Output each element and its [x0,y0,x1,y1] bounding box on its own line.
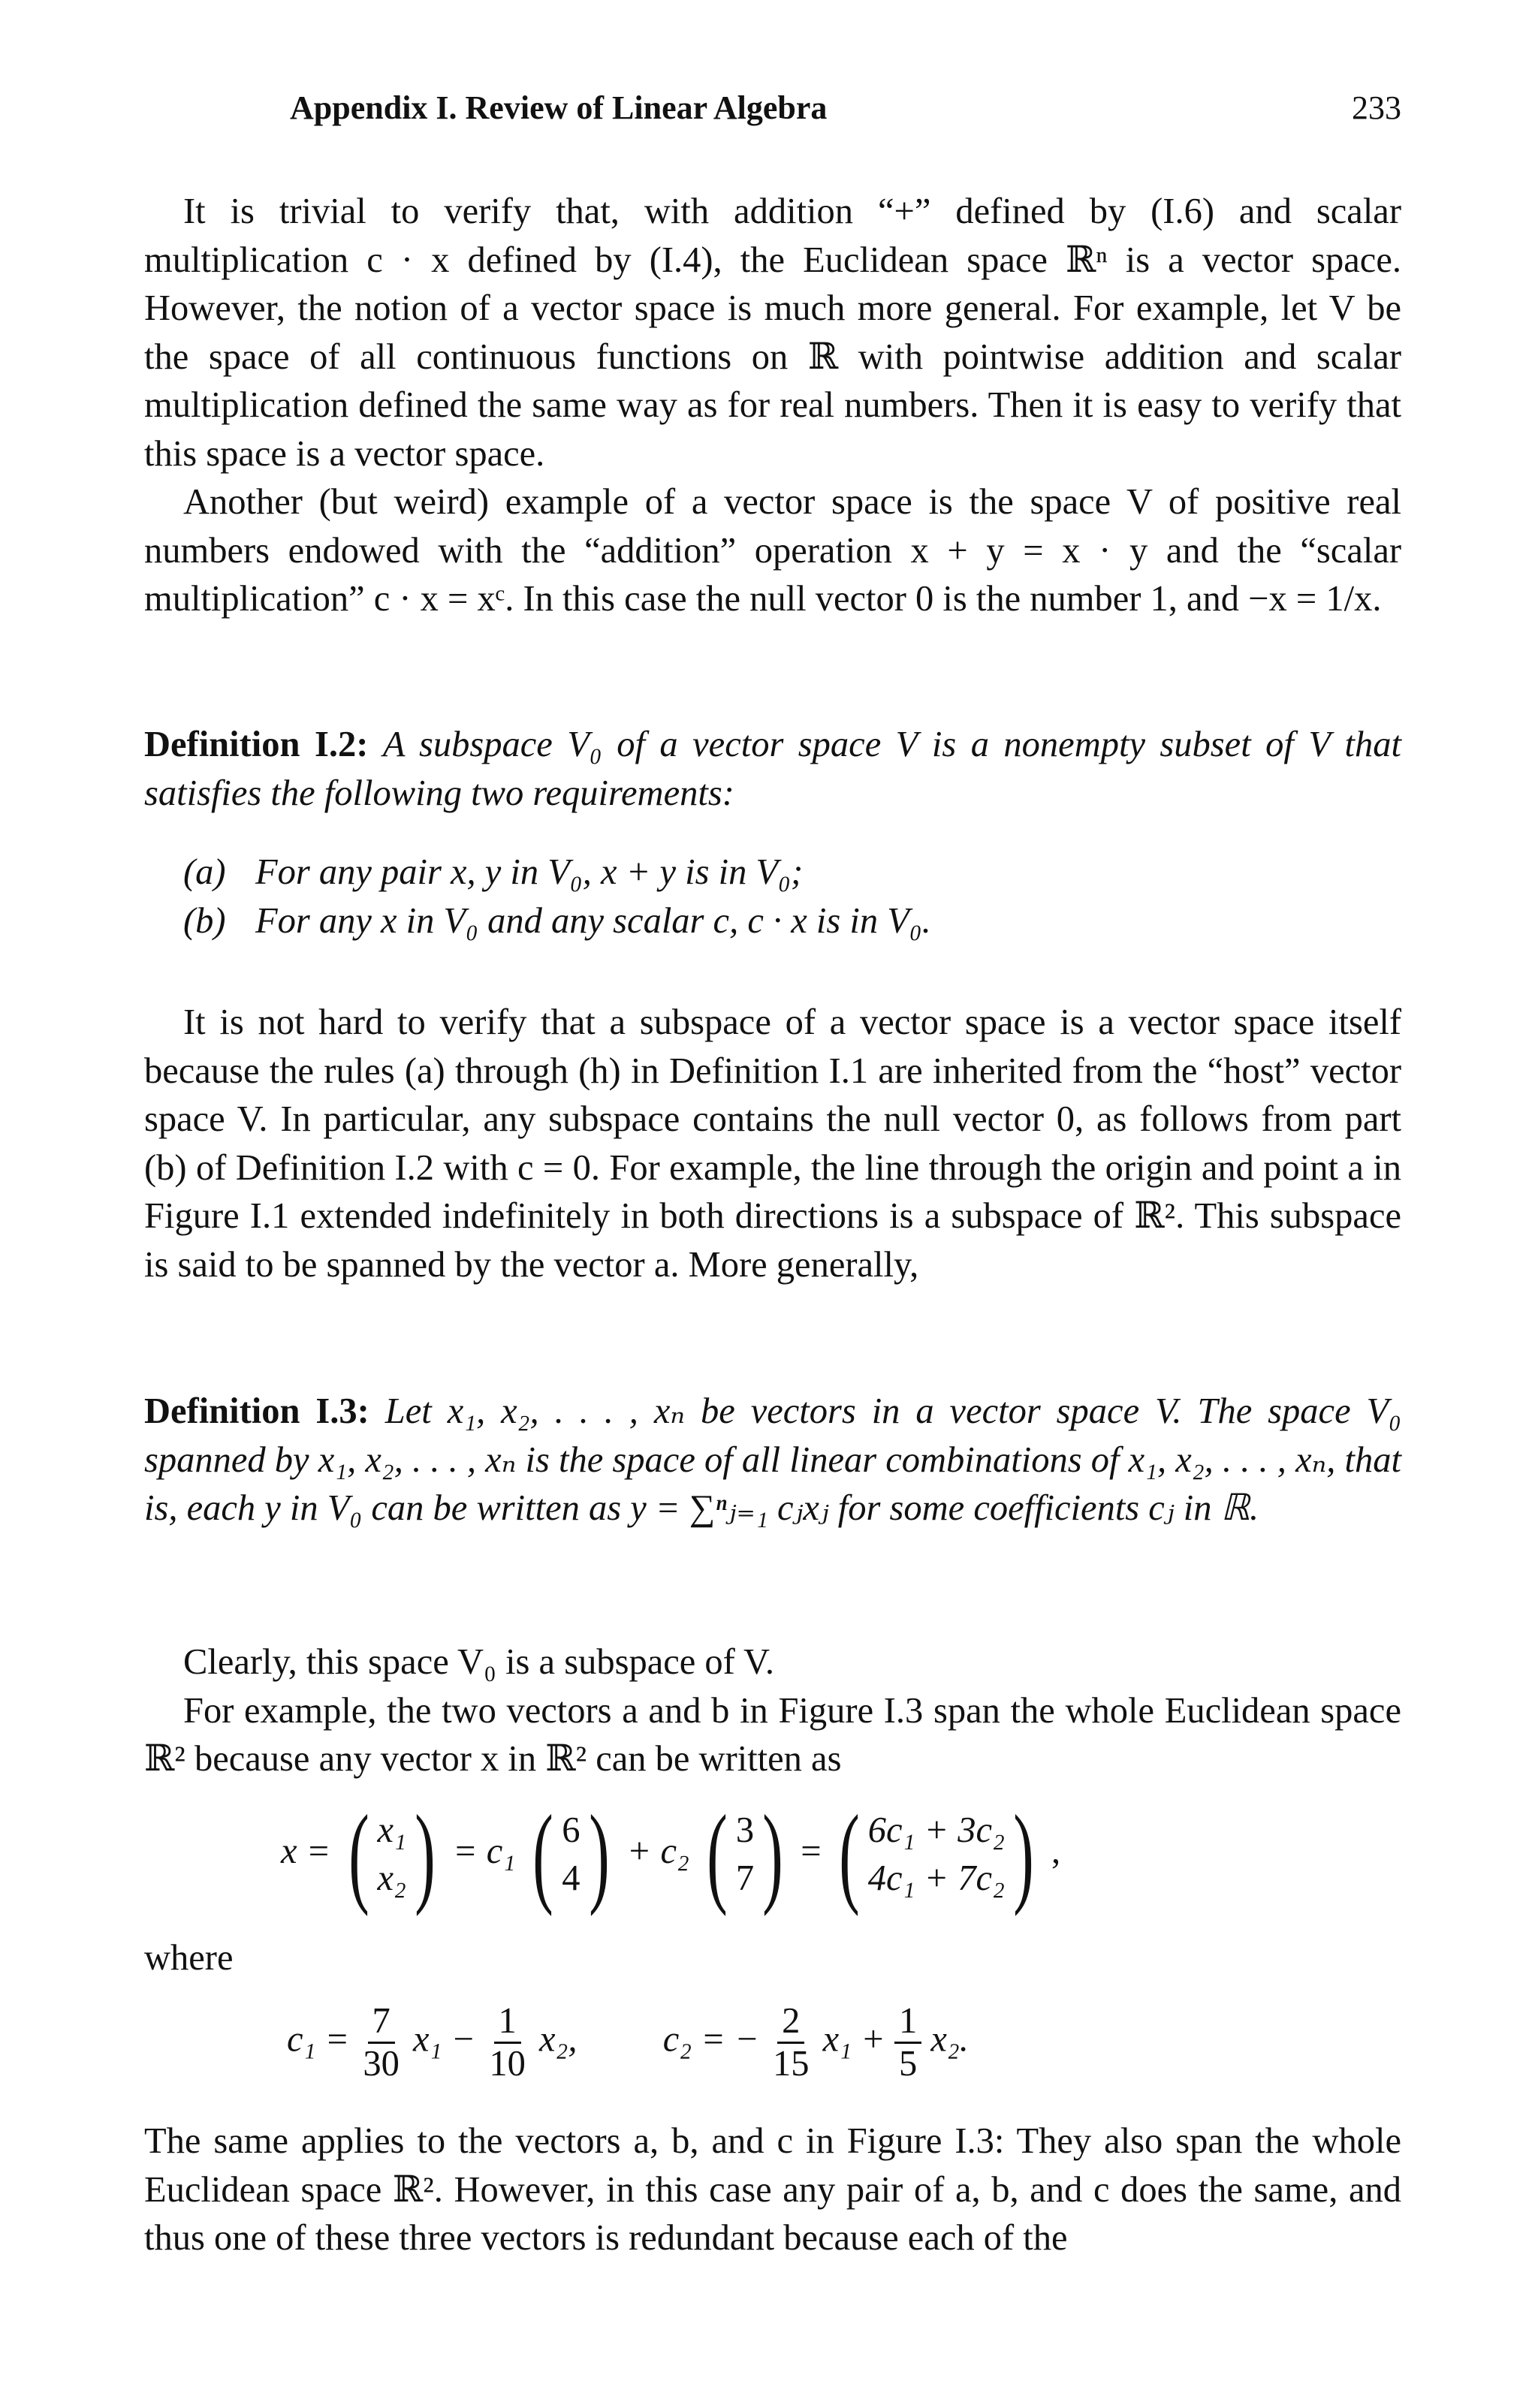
paragraph-1-text: It is trivial to verify that, with addition “+” defined by (I.6) and scalar multiplication c · x defined by (I.4), the Euclidean space ℝⁿ is a vector space. However, the notion of a vector space is much more general. For example, let V be the space of all continuous functions on ℝ with pointwise addition and scalar multiplication defined the same way as for real numbers. Then it is easy to verify that this space is a vector space. [144,191,1401,474]
list-item [183,848,1385,897]
definition-i3-body: Let x₁, x₂, . . . , xₙ be vectors in a vector space V. The space V₀ spanned by x₁, x₂, . . . , xₙ is the space of all linear combinations of x₁, x₂, . . . , xₙ, that is, each y in V₀ can be written as y = ∑ⁿⱼ₌₁ cⱼxⱼ for some coefficients cⱼ in ℝ. [144,1391,1402,1528]
paragraph-5-text: For example, the two vectors a and b in Figure I.3 span the whole Euclidean space ℝ² because any vector x in ℝ² can be written as [144,1690,1401,1779]
fraction-num: 1 [894,2001,921,2044]
vector-a: ( 6 4 ) [532,1792,610,1917]
paragraph-1 [144,188,1401,624]
definition-i2 [144,721,1401,818]
paragraph-6 [144,2117,1401,2263]
eq-lhs: x = [281,1831,331,1872]
vector-a-bottom: 4 [562,1858,581,1898]
term-x2b: x₂. [930,2019,969,2060]
paragraph-3 [144,999,1401,1289]
paragraph-3-text: It is not hard to verify that a subspace of a vector space is a vector space itself because the rules (a) through (h) in Definition I.1 are inherited from the “host” vector space V. In particular, any subspace contains the null vector 0, as follows from part (b) of Definition I.2 with c = 0. For example, the line through the origin and point a in Figure I.1 extended indefinitely in both directions is a subspace of ℝ². This subspace is said to be spanned by the vector a. More generally, [144,1002,1401,1285]
vector-b-bottom: 7 [735,1858,755,1898]
running-header [144,89,1401,134]
vector-b: ( 3 7 ) [707,1792,783,1917]
item-marker: (a) [183,852,226,892]
paragraph-4 [144,1638,1401,1784]
fraction-1-5 [894,2001,921,2084]
vector-result: ( 6c₁ + 3c₂ 4c₁ + 7c₂ ) [838,1792,1034,1917]
c1-lhs: c₁ = [287,2019,350,2060]
term-x1: x₁ − [413,2019,476,2060]
fraction-1-10 [484,2001,530,2084]
fraction-num: 2 [777,2001,804,2044]
vector-result-bottom: 4c₁ + 7c₂ [867,1858,1005,1898]
item-text: For any x in V₀ and any scalar c, c · x is in V₀. [255,900,931,941]
paragraph-6-text: The same applies to the vectors a, b, and c in Figure I.3: They also span the whole Euclidean space ℝ². However, in this case any pair of a, b, and c does the same, and thus one of these three vectors is redundant because each of the [144,2121,1401,2258]
term-x1b: x₁ + [822,2019,885,2060]
equation-vector-span [281,1792,1061,1917]
eq-c1: = c₁ [452,1831,516,1872]
paragraph-4-text: Clearly, this space V₀ is a subspace of V. [183,1642,774,1682]
term-x2: x₂, [539,2019,578,2060]
vector-x: ( x₁ x₂ ) [348,1792,436,1917]
header-title: Appendix I. Review of Linear Algebra [290,89,828,126]
item-text: For any pair x, y in V₀, x + y is in V₀; [255,852,804,892]
definition-i3 [144,1388,1401,1533]
fraction-den: 5 [899,2044,918,2084]
item-marker: (b) [183,900,226,941]
fraction-den: 10 [489,2044,526,2084]
paragraph-2-text: Another (but weird) example of a vector space is the space V of positive real numbers endowed with the “addition” operation x + y = x · y and the “scalar multiplication” c · x = xᶜ. In this case the null vector 0 is the number 1, and −x = 1/x. [144,482,1401,619]
equation-coefficients [287,2001,969,2084]
vector-x-top: x₁ [377,1810,406,1850]
definition-i2-label: Definition I.2: [144,725,369,764]
fraction-num: 7 [368,2001,395,2044]
fraction-den: 15 [773,2044,810,2084]
eq-c2: + c₂ [626,1831,689,1872]
vector-x-bottom: x₂ [377,1858,406,1898]
fraction-7-30 [358,2001,404,2084]
definition-i3-label: Definition I.3: [144,1391,369,1431]
definition-i2-body: A subspace V₀ of a vector space V is a nonempty subset of V that satisfies the following two requirements: [144,725,1402,813]
page-number: 233 [1352,89,1401,126]
list-item [183,897,1385,946]
vector-result-top: 6c₁ + 3c₂ [867,1810,1005,1850]
c2-lhs: c₂ = − [662,2019,759,2060]
eq-end: , [1051,1831,1061,1872]
fraction-den: 30 [363,2044,400,2084]
vector-a-top: 6 [562,1810,581,1850]
where-label: where [144,1938,234,1978]
eq-equals: = [801,1831,822,1872]
vector-b-top: 3 [735,1810,755,1850]
fraction-num: 1 [494,2001,521,2044]
fraction-2-15 [768,2001,814,2084]
definition-i2-items [183,848,1385,945]
